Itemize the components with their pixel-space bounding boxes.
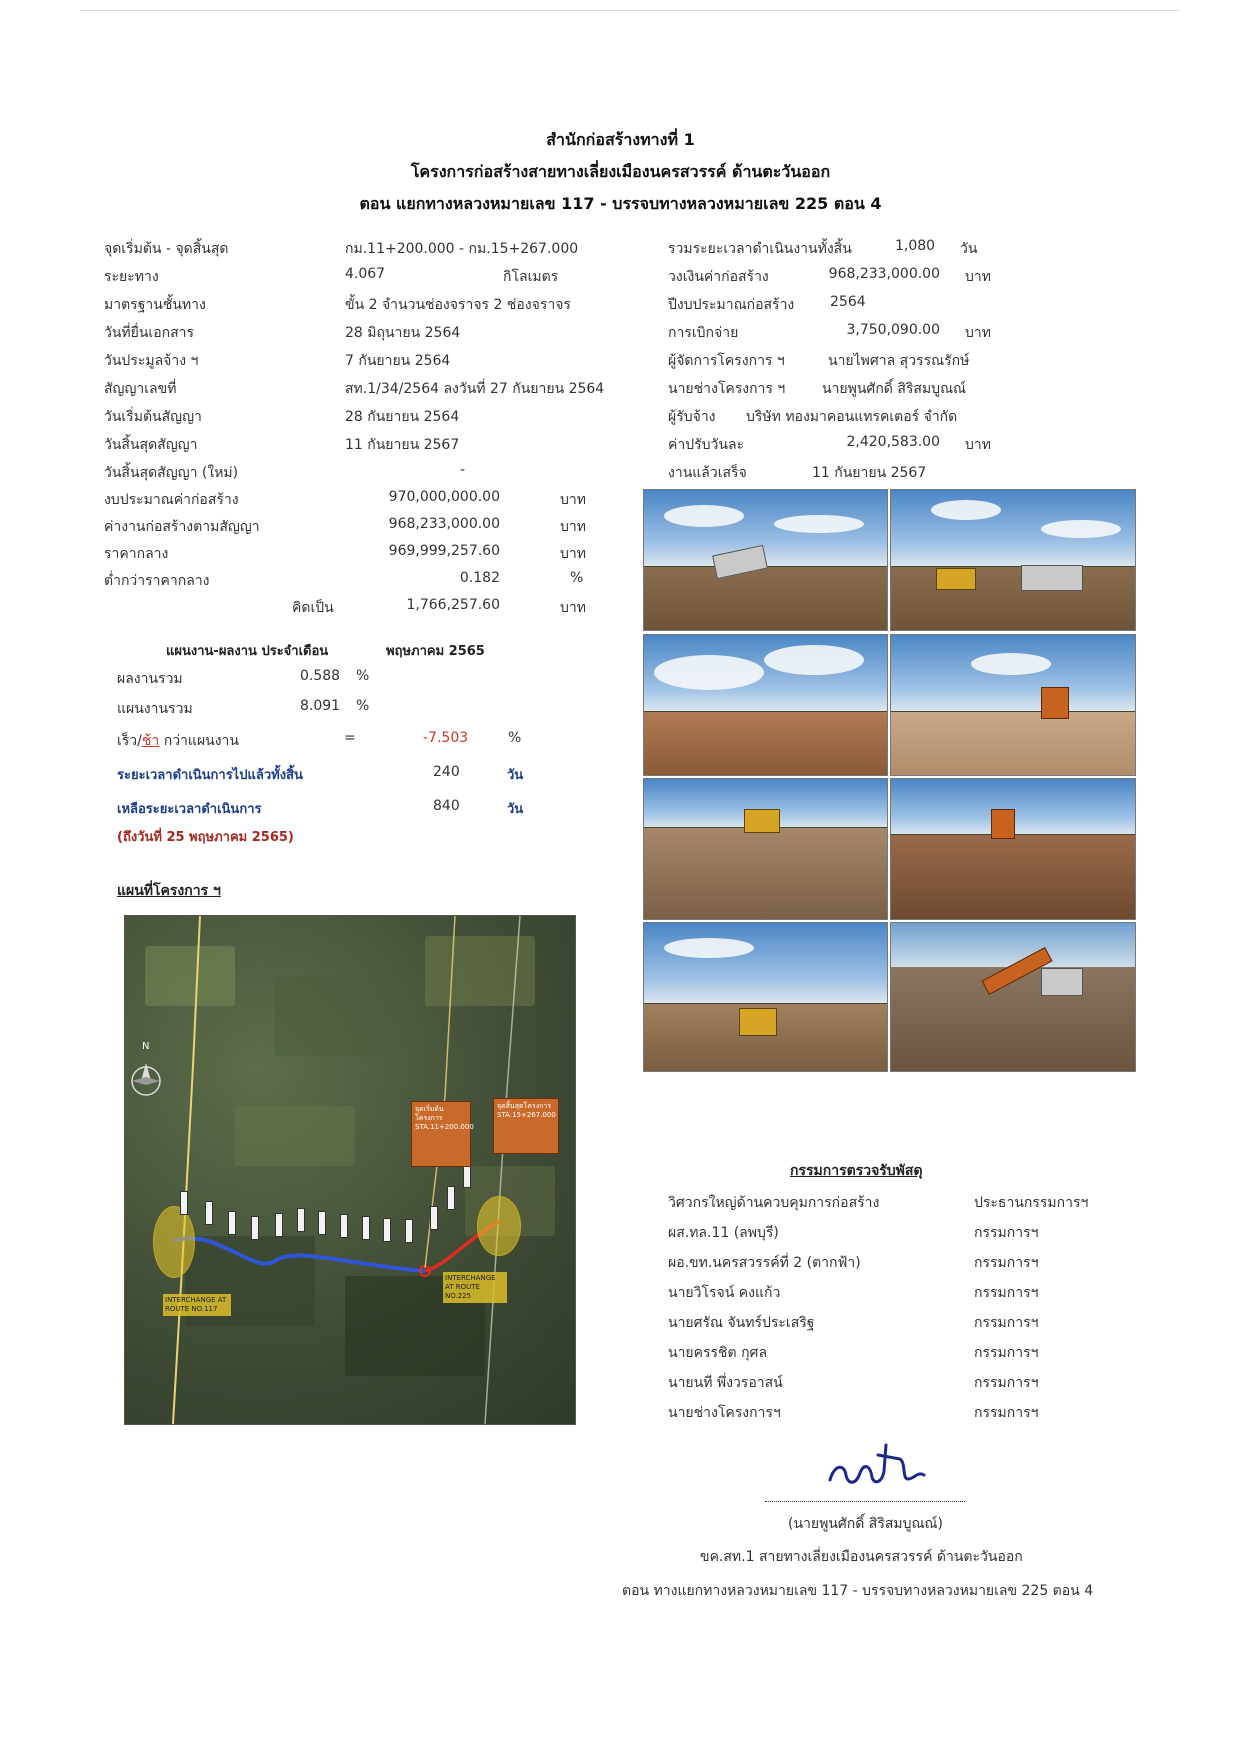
site-photo bbox=[890, 922, 1136, 1072]
info-value: 11 กันยายน 2567 bbox=[345, 437, 460, 453]
committee-name: นายครรชิต กุศล bbox=[668, 1345, 768, 1361]
budget-label: คิดเป็น bbox=[292, 600, 334, 616]
info-label: ผู้จัดการโครงการ ฯ bbox=[668, 353, 785, 369]
result-unit: % bbox=[356, 668, 370, 684]
info-label: ผู้รับจ้าง bbox=[668, 409, 716, 425]
remaining-value: 840 bbox=[433, 798, 460, 814]
info-label: รวมระยะเวลาดำเนินงานทั้งสิ้น bbox=[668, 241, 852, 257]
photo-cloud bbox=[931, 500, 1001, 520]
photo-cloud bbox=[774, 515, 864, 533]
dump-truck bbox=[1041, 687, 1069, 719]
info-label: จุดเริ่มต้น - จุดสิ้นสุด bbox=[104, 241, 229, 257]
station-pin bbox=[405, 1219, 413, 1243]
header-line-2: โครงการก่อสร้างสายทางเลี่ยงเมืองนครสวรรค์ ด้านตะวันออก bbox=[410, 162, 831, 181]
info-label: มาตรฐานชั้นทาง bbox=[104, 297, 206, 313]
budget-unit: % bbox=[570, 570, 584, 586]
info-label: วงเงินค่าก่อสร้าง bbox=[668, 269, 769, 285]
plan-value: 8.091 bbox=[300, 698, 341, 714]
plan-unit: % bbox=[356, 698, 370, 714]
info-value: 28 กันยายน 2564 bbox=[345, 409, 460, 425]
committee-role: กรรมการฯ bbox=[974, 1375, 1039, 1391]
committee-name: ผอ.ขท.นครสวรรค์ที่ 2 (ตากฟ้า) bbox=[668, 1255, 861, 1271]
bulldozer bbox=[739, 1008, 777, 1036]
budget-unit: บาท bbox=[560, 546, 586, 562]
station-pin bbox=[297, 1208, 305, 1232]
site-photo bbox=[890, 489, 1136, 631]
interchange-left-marker bbox=[153, 1206, 195, 1278]
budget-value: 968,233,000.00 bbox=[388, 516, 500, 532]
budget-label: ต่ำกว่าราคากลาง bbox=[104, 573, 210, 589]
photo-ground bbox=[891, 835, 1135, 919]
map-title: แผนที่โครงการ ฯ bbox=[117, 883, 221, 899]
site-photo bbox=[643, 922, 888, 1072]
end-callout: จุดสิ้นสุดโครงการ STA.15+267.000 bbox=[493, 1098, 559, 1154]
photo-ground bbox=[644, 712, 887, 775]
station-pin bbox=[362, 1216, 370, 1240]
interchange-right-marker bbox=[477, 1196, 521, 1256]
budget-label: งบประมาณค่าก่อสร้าง bbox=[104, 492, 239, 508]
info-value: 4.067 bbox=[345, 266, 386, 282]
diff-unit: % bbox=[508, 730, 522, 746]
info-label: วันสิ้นสุดสัญญา (ใหม่) bbox=[104, 465, 239, 481]
result-label: ผลงานรวม bbox=[117, 671, 183, 687]
photo-cloud bbox=[971, 653, 1051, 675]
diff-equals: = bbox=[344, 730, 356, 746]
photo-cloud bbox=[664, 505, 744, 527]
info-label: งานแล้วเสร็จ bbox=[668, 465, 747, 481]
progress-month: พฤษภาคม 2565 bbox=[386, 644, 485, 659]
committee-role: กรรมการฯ bbox=[974, 1345, 1039, 1361]
station-pin bbox=[340, 1214, 348, 1238]
top-rule bbox=[80, 10, 1180, 11]
site-photo bbox=[890, 778, 1136, 920]
signer-section: ตอน ทางแยกทางหลวงหมายเลข 117 - บรรจบทางหลวงหมายเลข 225 ตอน 4 bbox=[622, 1583, 1094, 1599]
budget-unit: บาท bbox=[560, 600, 586, 616]
info-label: วันสิ้นสุดสัญญา bbox=[104, 437, 198, 453]
committee-role: กรรมการฯ bbox=[974, 1225, 1039, 1241]
info-value: บริษัท ทองมาคอนแทรคเตอร์ จำกัด bbox=[746, 409, 958, 425]
info-value: กม.11+200.000 - กม.15+267.000 bbox=[345, 241, 579, 257]
info-value: 2,420,583.00 bbox=[846, 434, 940, 450]
bulldozer bbox=[936, 568, 976, 590]
photo-ground bbox=[644, 828, 887, 919]
photo-cloud bbox=[764, 645, 864, 675]
remaining-label: เหลือระยะเวลาดำเนินการ bbox=[117, 802, 262, 817]
budget-value: 0.182 bbox=[459, 570, 500, 586]
committee-name: ผส.ทล.11 (ลพบุรี) bbox=[668, 1225, 779, 1241]
committee-role: กรรมการฯ bbox=[974, 1255, 1039, 1271]
station-pin bbox=[228, 1211, 236, 1235]
compass-label: N bbox=[142, 1041, 150, 1052]
photo-cloud bbox=[654, 655, 764, 690]
elapsed-label: ระยะเวลาดำเนินการไปแล้วทั้งสิ้น bbox=[117, 768, 303, 783]
info-unit: กิโลเมตร bbox=[503, 269, 559, 285]
info-label: ค่าปรับวันละ bbox=[668, 437, 745, 453]
dump-truck bbox=[991, 809, 1015, 839]
info-unit: บาท bbox=[965, 325, 991, 341]
photo-ground bbox=[891, 967, 1135, 1071]
info-label: ปีงบประมาณก่อสร้าง bbox=[668, 297, 795, 313]
station-pin bbox=[251, 1216, 259, 1240]
info-value: ขั้น 2 จำนวนช่องจราจร 2 ช่องจราจร bbox=[345, 297, 571, 313]
plan-label: แผนงานรวม bbox=[117, 701, 193, 717]
site-photo bbox=[643, 634, 888, 776]
info-unit: บาท bbox=[965, 437, 991, 453]
committee-role: กรรมการฯ bbox=[974, 1405, 1039, 1421]
dump-truck bbox=[1021, 565, 1083, 591]
station-pin bbox=[205, 1201, 213, 1225]
compass-icon bbox=[129, 1041, 163, 1101]
committee-name: นายศรัณ จันทร์ประเสริฐ bbox=[668, 1315, 815, 1331]
remaining-unit: วัน bbox=[507, 802, 524, 817]
info-label: วันเริ่มต้นสัญญา bbox=[104, 409, 202, 425]
info-value: 968,233,000.00 bbox=[828, 266, 940, 282]
info-label: สัญญาเลขที่ bbox=[104, 381, 177, 397]
project-map bbox=[124, 915, 576, 1425]
info-value: 2564 bbox=[830, 294, 866, 310]
photo-sky bbox=[891, 923, 1135, 967]
station-pin bbox=[180, 1191, 188, 1215]
as-of-date: (ถึงวันที่ 25 พฤษภาคม 2565) bbox=[117, 830, 294, 845]
start-callout: จุดเริ่มต้นโครงการ STA.11+200.000 bbox=[411, 1101, 471, 1167]
station-pin bbox=[447, 1186, 455, 1210]
committee-role: กรรมการฯ bbox=[974, 1315, 1039, 1331]
bulldozer bbox=[744, 809, 780, 833]
budget-value: 969,999,257.60 bbox=[388, 543, 500, 559]
photo-ground bbox=[891, 567, 1135, 630]
header-line-3: ตอน แยกทางหลวงหมายเลข 117 - บรรจบทางหลวงหมายเลข 225 ตอน 4 bbox=[359, 194, 882, 213]
committee-title: กรรมการตรวจรับพัสดุ bbox=[790, 1163, 923, 1179]
station-pin bbox=[430, 1206, 438, 1230]
station-pin bbox=[463, 1164, 471, 1188]
info-value: นายไพศาล สุวรรณรักษ์ bbox=[828, 353, 970, 369]
header-line-1: สำนักก่อสร้างทางที่ 1 bbox=[546, 130, 695, 149]
info-label: การเบิกจ่าย bbox=[668, 325, 739, 341]
budget-label: ค่างานก่อสร้างตามสัญญา bbox=[104, 519, 260, 535]
info-value: 11 กันยายน 2567 bbox=[812, 465, 927, 481]
budget-value: 1,766,257.60 bbox=[406, 597, 500, 613]
info-unit: วัน bbox=[960, 241, 978, 257]
info-label: วันที่ยื่นเอกสาร bbox=[104, 325, 195, 341]
info-value: 3,750,090.00 bbox=[846, 322, 940, 338]
elapsed-unit: วัน bbox=[507, 768, 524, 783]
interchange-left-label: INTERCHANGE AT ROUTE NO.117 bbox=[163, 1294, 231, 1316]
budget-value: 970,000,000.00 bbox=[388, 489, 500, 505]
map-routes bbox=[125, 916, 575, 1424]
elapsed-value: 240 bbox=[433, 764, 460, 780]
committee-name: วิศวกรใหญ่ด้านควบคุมการก่อสร้าง bbox=[668, 1195, 880, 1211]
info-label: นายช่างโครงการ ฯ bbox=[668, 381, 786, 397]
signature-line bbox=[765, 1500, 965, 1502]
site-photo bbox=[643, 489, 888, 631]
info-label: วันประมูลจ้าง ฯ bbox=[104, 353, 199, 369]
interchange-right-label: INTERCHANGE AT ROUTE NO.225 bbox=[443, 1272, 507, 1303]
handwritten-signature bbox=[820, 1435, 940, 1495]
progress-title: แผนงาน-ผลงาน ประจำเดือน bbox=[166, 644, 329, 659]
site-photo bbox=[890, 634, 1136, 776]
info-value: 1,080 bbox=[895, 238, 936, 254]
info-label: ระยะทาง bbox=[104, 269, 159, 285]
budget-label: ราคากลาง bbox=[104, 546, 169, 562]
budget-unit: บาท bbox=[560, 519, 586, 535]
station-pin bbox=[383, 1218, 391, 1242]
signer-name: (นายพูนศักดิ์ สิริสมบูณณ์) bbox=[788, 1516, 943, 1532]
signer-position: ขค.สท.1 สายทางเลี่ยงเมืองนครสวรรค์ ด้านตะวันออก bbox=[700, 1549, 1023, 1565]
info-value: นายพูนศักดิ์ สิริสมบูณณ์ bbox=[822, 381, 967, 397]
diff-label-suffix: กว่าแผนงาน bbox=[159, 733, 239, 749]
diff-label bbox=[117, 730, 239, 752]
diff-value: -7.503 bbox=[423, 730, 469, 746]
budget-unit: บาท bbox=[560, 492, 586, 508]
info-value: สท.1/34/2564 ลงวันที่ 27 กันยายน 2564 bbox=[345, 381, 605, 397]
committee-name: นายวิโรจน์ คงแก้ว bbox=[668, 1285, 781, 1301]
site-photo bbox=[643, 778, 888, 920]
station-pin bbox=[275, 1213, 283, 1237]
station-pin bbox=[318, 1211, 326, 1235]
info-unit: บาท bbox=[965, 269, 991, 285]
diff-label-fast: เร็ว/ bbox=[117, 733, 142, 749]
committee-name: นายช่างโครงการฯ bbox=[668, 1405, 781, 1421]
committee-role: กรรมการฯ bbox=[974, 1285, 1039, 1301]
photo-ground bbox=[891, 712, 1135, 775]
info-value: - bbox=[460, 462, 466, 478]
photo-ground bbox=[644, 567, 887, 630]
diff-label-slow: ช้า bbox=[141, 733, 160, 749]
photo-cloud bbox=[1041, 520, 1121, 538]
committee-role: ประธานกรรมการฯ bbox=[974, 1195, 1089, 1211]
committee-name: นายนที พึ่งวรอาสน์ bbox=[668, 1375, 783, 1391]
result-value: 0.588 bbox=[300, 668, 341, 684]
info-value: 7 กันยายน 2564 bbox=[345, 353, 451, 369]
excavator bbox=[1041, 968, 1083, 996]
photo-cloud bbox=[664, 938, 754, 958]
info-value: 28 มิถุนายน 2564 bbox=[345, 325, 461, 341]
photo-sky bbox=[644, 923, 887, 1004]
